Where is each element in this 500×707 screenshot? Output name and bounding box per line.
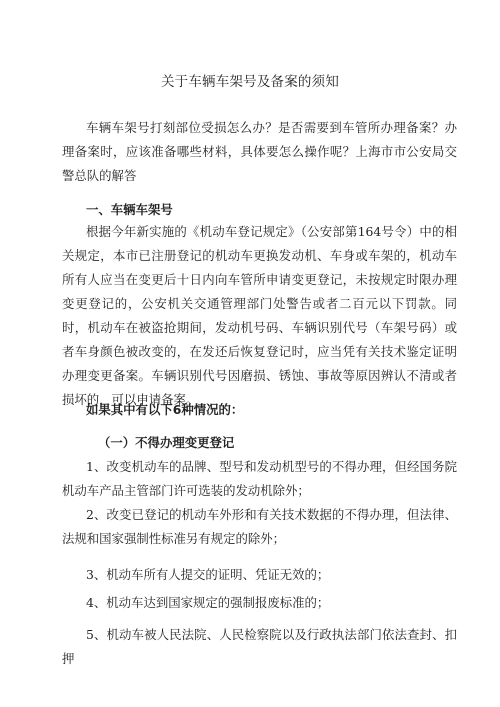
section-body-vin: 根据今年新实施的《机动车登记规定》（公安部第164号令）中的相关规定，本市已注册登记的机动车更换发动机、车身或车架的，机动车所有人应当在变更后十日内向车管所申请变更登记，未按规定时限办理变更登记的，公安机关交通管理部门处警告或者二百元以下罚款。同时，机动车在被盗抢期间，发动机号码、车辆识别代号（车架号码）或者车身颜色被改变的，在发还后恢复登记时，应当凭有关技术鉴定证明办理变更备案。车辆识别代号因磨损、锈蚀、事故等原因辨认不清或者损坏的，可以申请备案。 <box>62 224 457 407</box>
subsection-heading-no-change: （一）不得办理变更登记 <box>98 435 235 450</box>
list-item: 3、机动车所有人提交的证明、凭证无效的； <box>86 567 330 582</box>
intro-paragraph: 车辆车架号打刻部位受损怎么办？是否需要到车管所办理备案？办理备案时，应该准备哪些材料，具体要怎么操作呢？上海市市公安局交警总队的解答 <box>62 120 457 183</box>
list-item: 5、机动车被人民法院、人民检察院以及行政执法部门依法查封、扣押 <box>62 627 457 666</box>
document-title: 关于车辆车架号及备案的须知 <box>160 74 340 90</box>
list-item: 4、机动车达到国家规定的强制报废标准的； <box>86 595 330 610</box>
section-heading-vin: 一、车辆车架号 <box>86 202 173 217</box>
list-item: 1、改变机动车的品牌、型号和发动机型号的不得办理，但经国务院机动车产品主管部门许可选装的发动机除外； <box>62 459 457 498</box>
conditions-heading: 如果其中有以下6种情况的： <box>86 402 244 417</box>
list-item: 2、改变已登记的机动车外形和有关技术数据的不得办理，但法律、法规和国家强制性标准另有规定的除外； <box>62 507 457 546</box>
